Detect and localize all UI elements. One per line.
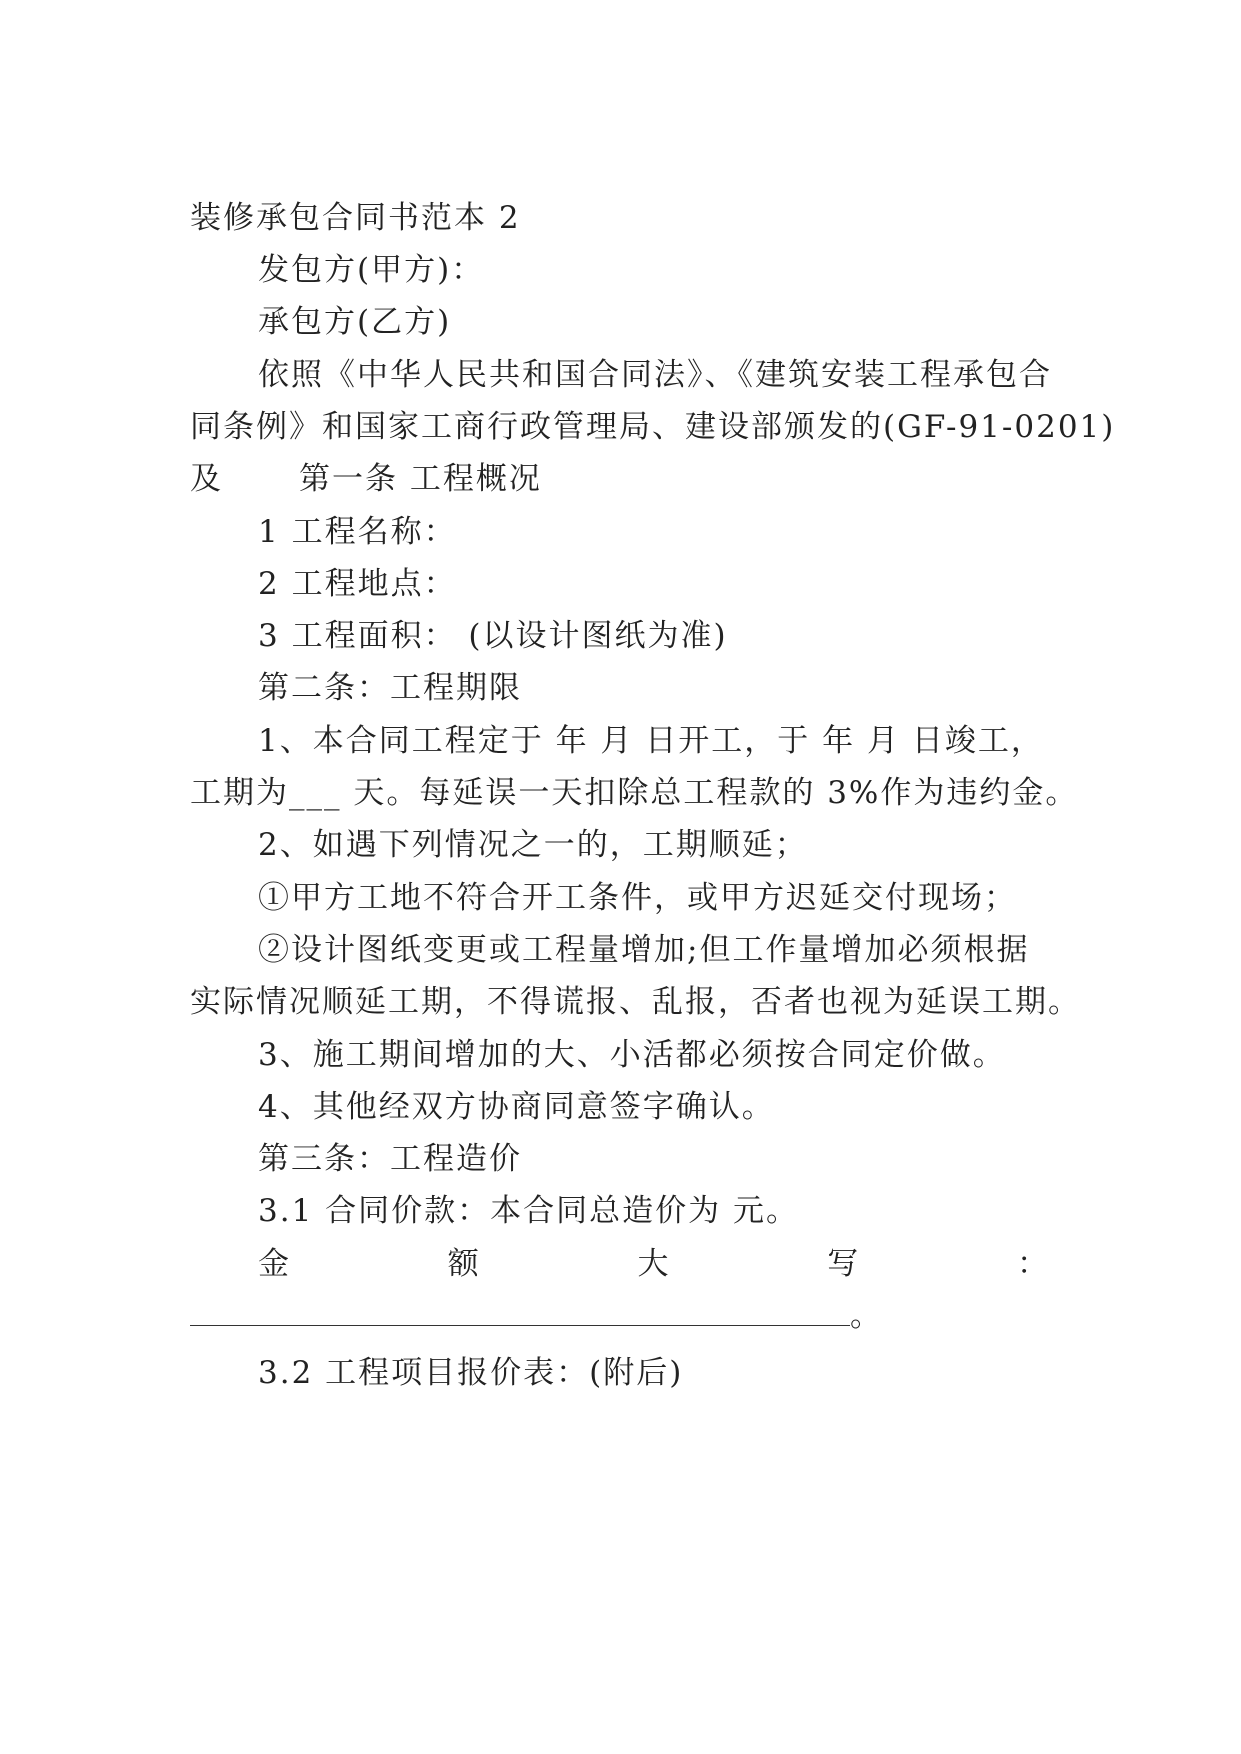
document-title: 装修承包合同书范本 2 bbox=[190, 200, 521, 236]
article-3-para-1: 3.1 合同价款：本合同总造价为 元。 bbox=[258, 1193, 800, 1229]
article-3-para-2: 3.2 工程项目报价表：(附后) bbox=[258, 1355, 684, 1391]
article-2-title: 第二条：工程期限 bbox=[258, 670, 522, 706]
amount-char: 写 bbox=[827, 1246, 859, 1282]
intro-line-3 bbox=[190, 459, 542, 499]
amount-char: ： bbox=[1017, 1246, 1048, 1282]
amount-blank-line bbox=[190, 1296, 881, 1336]
amount-in-words-label bbox=[258, 1244, 1048, 1284]
amount-char: 额 bbox=[447, 1246, 479, 1282]
article-2-para-1b: 工期为___ 天。每延误一天扣除总工程款的 3%作为违约金。 bbox=[190, 775, 1079, 811]
article-2-case-1: ①甲方工地不符合开工条件，或甲方迟延交付现场； bbox=[258, 880, 1017, 916]
item-project-area: 3 工程面积： (以设计图纸为准) bbox=[258, 618, 728, 654]
article-3-title: 第三条：工程造价 bbox=[258, 1141, 522, 1177]
amount-end-mark: 。 bbox=[850, 1298, 881, 1334]
intro-line-1: 依照《中华人民共和国合同法》、《建筑安装工程承包合 bbox=[258, 357, 1052, 393]
intro-ji: 及 bbox=[190, 461, 223, 497]
amount-blank-rule bbox=[190, 1299, 850, 1326]
amount-char: 金 bbox=[258, 1246, 289, 1282]
article-2-para-3: 3、施工期间增加的大、小活都必须按合同定价做。 bbox=[258, 1037, 1006, 1073]
party-a-line: 发包方(甲方)： bbox=[258, 252, 485, 288]
party-b-line: 承包方(乙方) bbox=[258, 304, 452, 340]
item-project-location: 2 工程地点： bbox=[258, 566, 457, 602]
article-2-para-4: 4、其他经双方协商同意签字确认。 bbox=[258, 1089, 775, 1125]
amount-char: 大 bbox=[637, 1246, 669, 1282]
intro-line-2: 同条例》和国家工商行政管理局、建设部颁发的(GF-91-0201) bbox=[190, 409, 1116, 445]
article-2-para-1a: 1、本合同工程定于 年 月 日开工，于 年 月 日竣工， bbox=[258, 723, 1044, 759]
article-2-case-2a: ②设计图纸变更或工程量增加;但工作量增加必须根据 bbox=[258, 932, 1030, 968]
article-2-para-2: 2、如遇下列情况之一的，工期顺延； bbox=[258, 827, 808, 863]
item-project-name: 1 工程名称： bbox=[258, 514, 457, 550]
article-1-title: 第一条 工程概况 bbox=[299, 461, 542, 497]
article-2-case-2b: 实际情况顺延工期，不得谎报、乱报，否者也视为延误工期。 bbox=[190, 984, 1081, 1020]
